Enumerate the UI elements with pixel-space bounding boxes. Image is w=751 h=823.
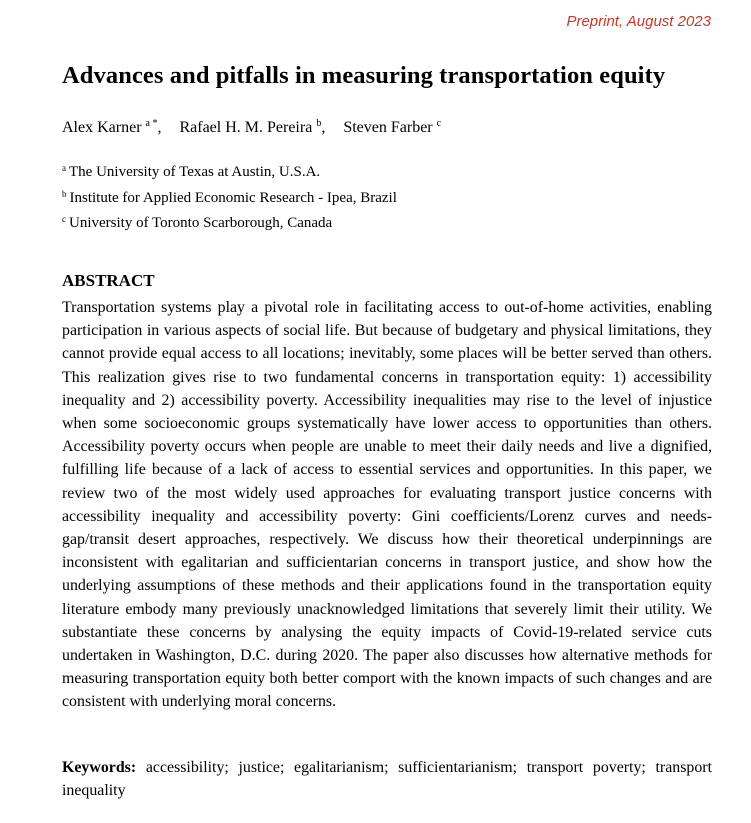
affiliation-superscript: c <box>62 214 66 224</box>
affiliation-list <box>62 158 397 235</box>
author-name: Steven Farber <box>343 119 433 136</box>
affiliation-text: The University of Texas at Austin, U.S.A. <box>69 164 321 180</box>
author-list <box>62 118 455 137</box>
affiliation-a <box>62 158 397 184</box>
author-superscript: c <box>436 118 442 129</box>
author-name: Alex Karner <box>62 119 142 136</box>
paper-title: Advances and pitfalls in measuring transportation equity <box>62 62 666 89</box>
affiliation-superscript: b <box>62 188 67 199</box>
author-1: Alex Karner $^{a *}$, <box>62 118 162 136</box>
abstract-heading: ABSTRACT <box>62 271 155 290</box>
preprint-label: Preprint, August 2023 <box>566 13 711 30</box>
author-3 <box>343 119 441 136</box>
affiliation-text: Institute for Applied Economic Research - Ipea, Brazil <box>69 189 397 206</box>
affiliation-text: University of Toronto Scarborough, Canada <box>69 215 333 231</box>
affiliation-b <box>62 184 397 210</box>
affiliation-superscript: a <box>62 163 66 173</box>
keywords-label: Keywords: <box>62 759 137 776</box>
keywords-text: accessibility; justice; egalitarianism; sufficientarianism; transport poverty; transport inequality <box>62 759 712 799</box>
author-name: Rafael H. M. Pereira <box>179 119 313 136</box>
keywords-section <box>62 756 712 802</box>
author-2: Rafael H. M. Pereira $^b$, <box>179 118 326 136</box>
abstract-text: Transportation systems play a pivotal role in facilitating access to out-of-home activities, enabling participation in various aspects of social life. But because of budgetary and physical limitations, they cannot provide equal access to all locations; inevitably, some places will be better served than others. This realization gives rise to two fundamental concerns in transportation equity: 1) accessibility inequality and 2) accessibility poverty. Accessibility inequalities may rise to the level of injustice when some socioeconomic groups systematically have lower access to opportunities than others. Accessibility poverty occurs when people are unable to meet their daily needs and live a dignified, fulfilling life because of a lack of access to essential services and opportunities. In this paper, we review two of the most widely used approaches for evaluating transport justice concerns with accessibility inequality and accessibility poverty: Gini coefficients/Lorenz curves and needs-gap/transit desert approaches, respectively. We discuss how their theoretical underpinnings are inconsistent with egalitarian and sufficientarian concerns in transport justice, and show how the underlying assumptions of these methods and their applications found in the transportation equity literature embody many previously unacknowledged limitations that severely limit their utility. We substantiate these concerns by analysing the equity impacts of Covid-19-related service cuts undertaken in Washington, D.C. during 2020. The paper also discusses how alternative methods for measuring transportation equity both better comport with the known impacts of such changes and are consistent with underlying moral concerns. <box>62 299 712 711</box>
author-superscript: a * <box>145 118 158 129</box>
author-superscript: b <box>316 118 322 129</box>
affiliation-c <box>62 209 397 235</box>
